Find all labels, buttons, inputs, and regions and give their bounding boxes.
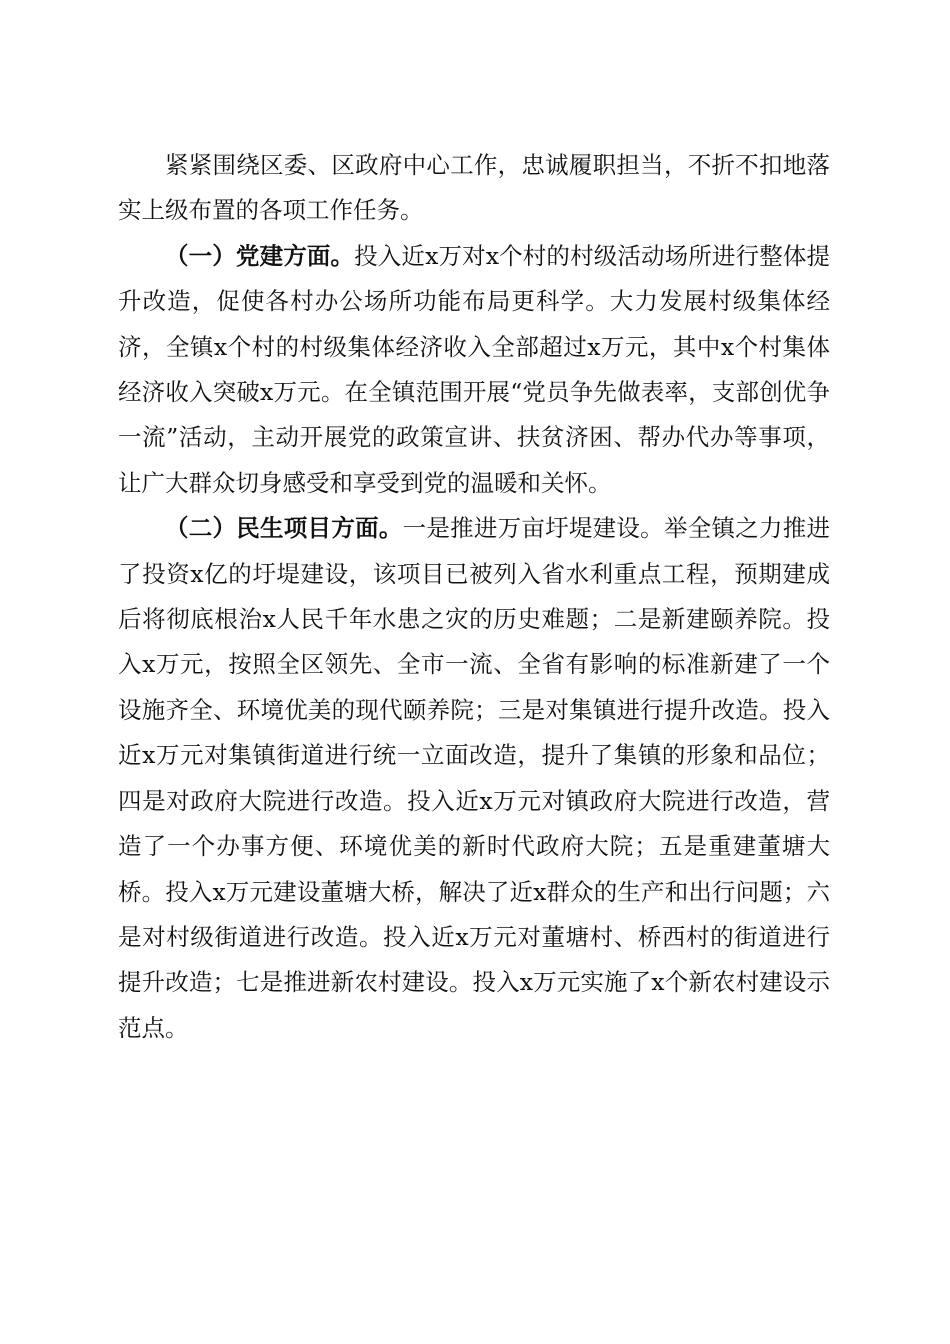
paragraph-livelihood-projects bbox=[118, 506, 830, 1051]
paragraph-intro-text: 紧紧围绕区委、区政府中心工作，忠诚履职担当，不折不扣地落实上级布置的各项工作任务。 bbox=[118, 151, 830, 225]
paragraph-party-building-text: 投入近x万对x个村的村级活动场所进行整体提升改造，促使各村办公场所功能布局更科学。大力发展村级集体经济，全镇x个村的村级集体经济收入全部超过x万元，其中x个村集体经济收入突破x万元。在全镇范围开展“党员争先做表率，支部创优争一流”活动，主动开展党的政策宣讲、扶贫济困、帮办代办等事项，让广大群众切身感受和享受到党的温暖和关怀。 bbox=[118, 241, 830, 497]
document-body bbox=[118, 143, 830, 1051]
section-heading-livelihood-projects: （二）民生项目方面。 bbox=[165, 514, 403, 543]
paragraph-party-building bbox=[118, 234, 830, 506]
paragraph-intro bbox=[118, 143, 830, 234]
section-heading-party-building: （一）党建方面。 bbox=[165, 241, 355, 270]
paragraph-livelihood-projects-text: 一是推进万亩圩堤建设。举全镇之力推进了投资x亿的圩堤建设，该项目已被列入省水利重点工程，预期建成后将彻底根治x人民千年水患之灾的历史难题；二是新建颐养院。投入x万元，按照全区领先、全市一流、全省有影响的标准新建了一个设施齐全、环境优美的现代颐养院；三是对集镇进行提升改造。投入近x万元对集镇街道进行统一立面改造，提升了集镇的形象和品位；四是对政府大院进行改造。投入近x万元对镇政府大院进行改造，营造了一个办事方便、环境优美的新时代政府大院；五是重建董塘大桥。投入x万元建设董塘大桥，解决了近x群众的生产和出行问题；六是对村级街道进行改造。投入近x万元对董塘村、桥西村的街道进行提升改造；七是推进新农村建设。投入x万元实施了x个新农村建设示范点。 bbox=[118, 514, 831, 1042]
